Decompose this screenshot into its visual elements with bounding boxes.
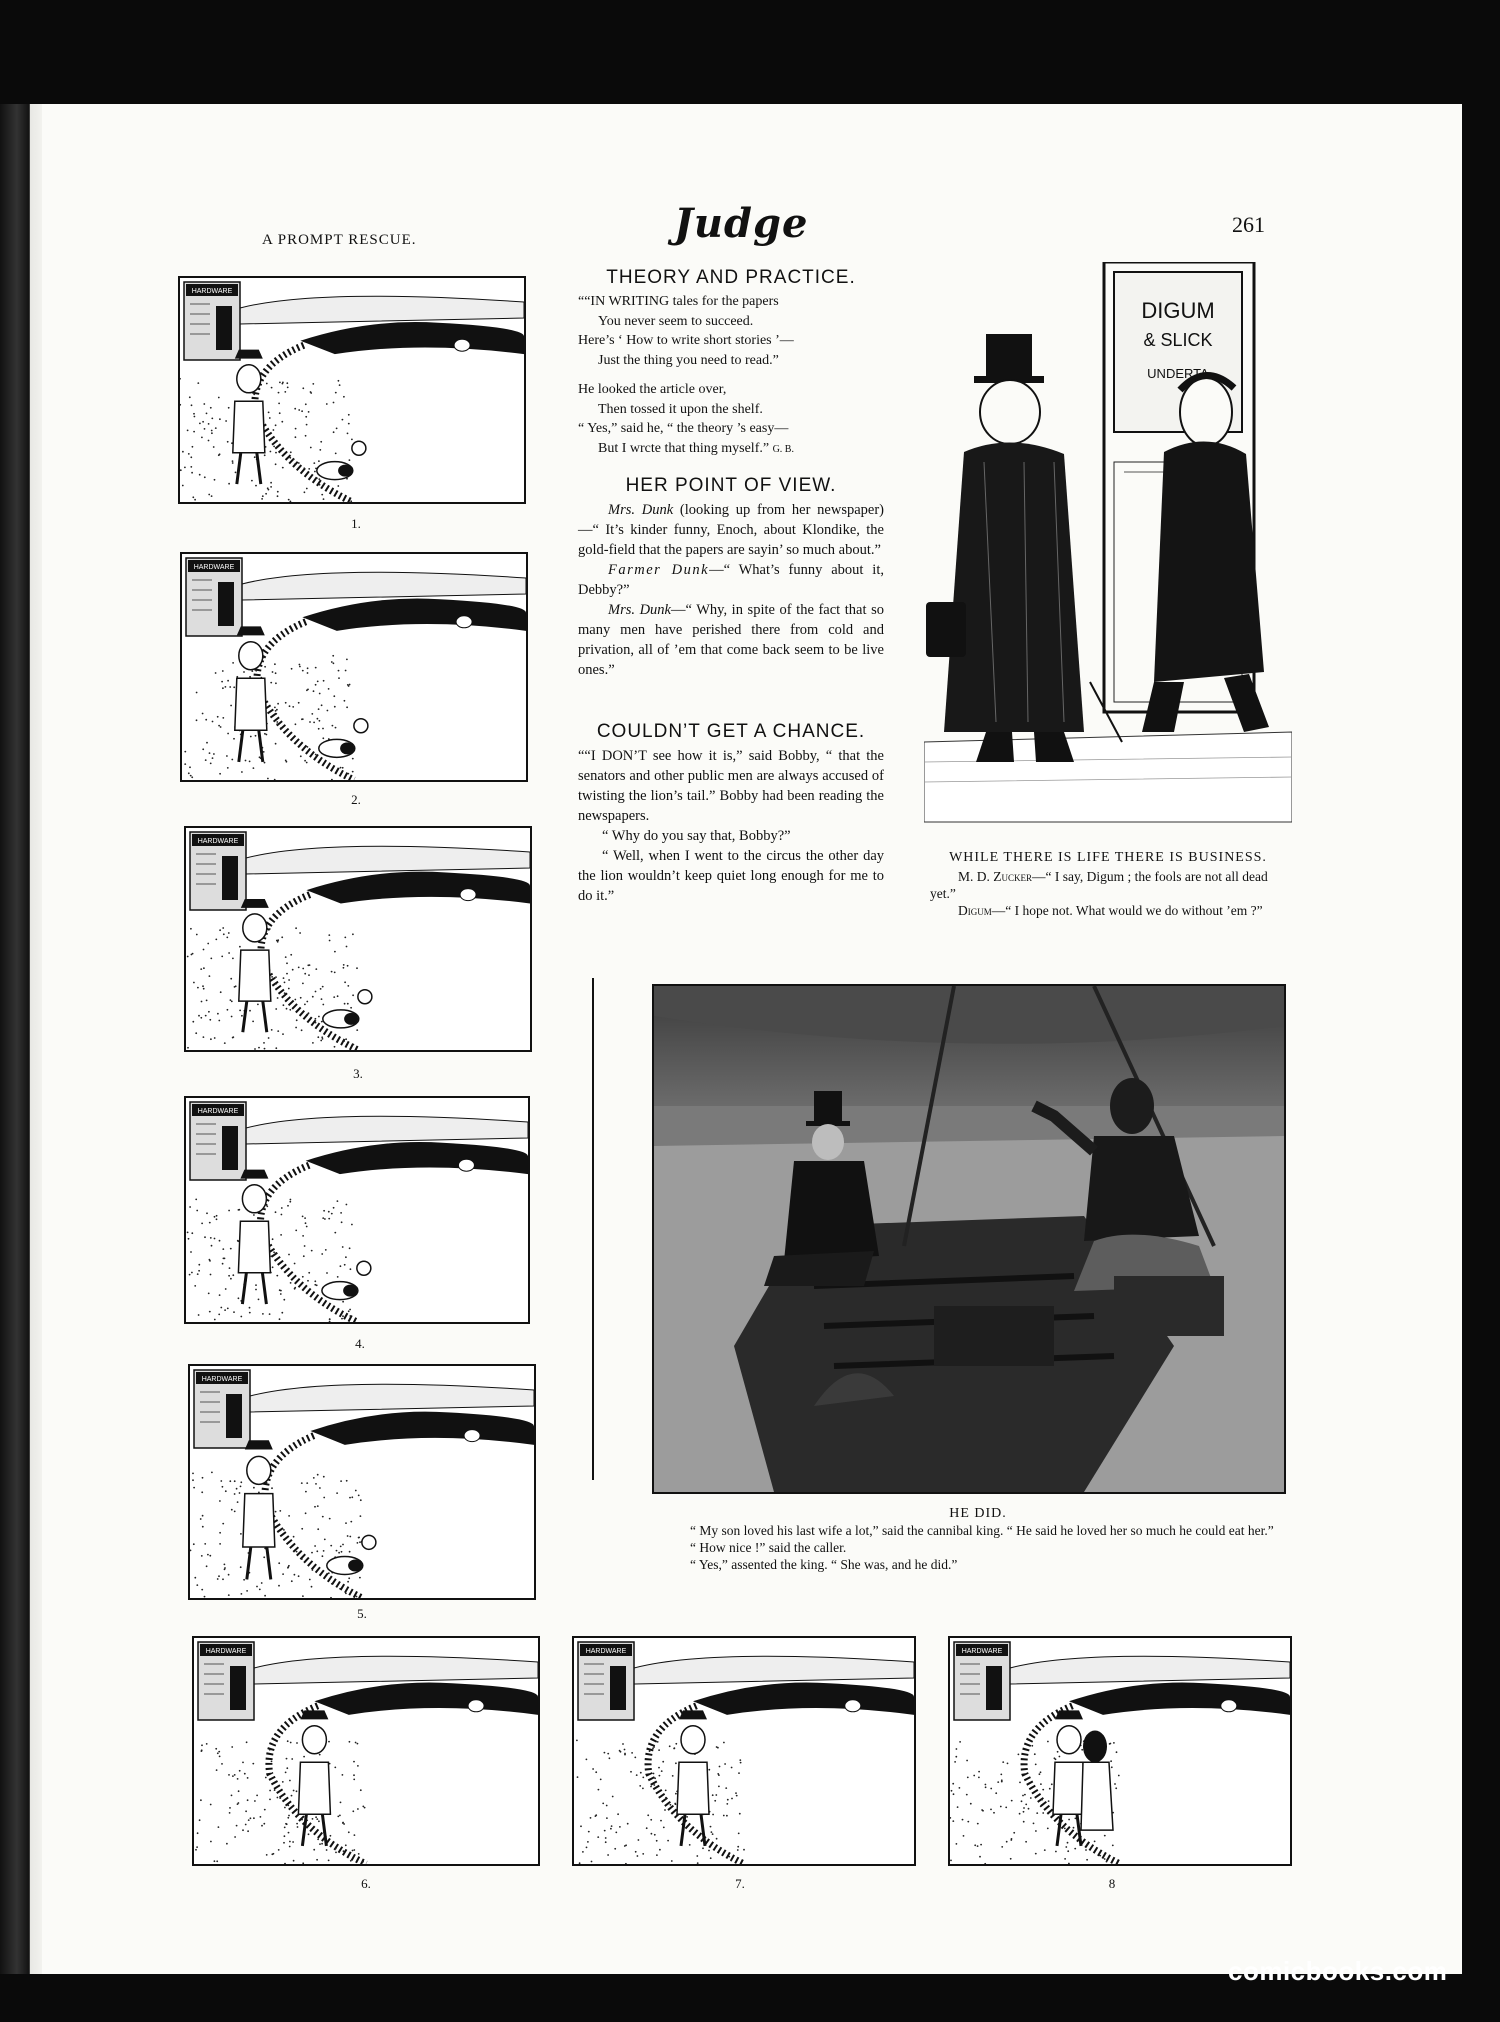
business-line: Digum—“ I hope not. What would we do without ’em ?” bbox=[958, 903, 1263, 918]
page-number: 261 bbox=[1232, 212, 1265, 237]
pov-paragraph: Farmer Dunk—“ What’s funny about it, Debby?” bbox=[578, 562, 884, 598]
poem-line: He looked the article over, bbox=[578, 382, 727, 397]
chance-paragraph: “ Well, when I went to the circus the other day the lion wouldn’t keep quiet long enough for me to do it.” bbox=[578, 848, 884, 904]
poem-line: You never seem to succeed. bbox=[598, 313, 754, 329]
shop-sign: HARDWARE bbox=[205, 1648, 247, 1655]
theory-poem bbox=[578, 292, 884, 459]
poem-signature: G. B. bbox=[772, 443, 794, 455]
panel-number: 4. bbox=[355, 1336, 365, 1351]
pov-paragraph: Mrs. Dunk (looking up from her newspaper)—“ It’s kinder funny, Enoch, about Klondike, the gold-field that the papers are sayin’ so much about.” bbox=[578, 502, 885, 558]
sign-line-2: & SLICK bbox=[1143, 330, 1213, 350]
cannibal-illustration bbox=[652, 984, 1286, 1494]
masthead-logo: Judge bbox=[674, 200, 809, 247]
poem-line: “ Yes,” said he, “ the theory ’s easy— bbox=[578, 421, 789, 436]
watermark: comicbooks.com bbox=[1228, 1956, 1448, 1986]
column-rule bbox=[592, 978, 594, 1480]
panel-number: 1. bbox=[351, 516, 361, 531]
comic-panel bbox=[180, 552, 528, 782]
panel-number: 5. bbox=[357, 1606, 367, 1621]
business-line: M. D. Zucker—“ I say, Digum ; the fools are not all dead yet.” bbox=[930, 869, 1268, 901]
poem-line: Here’s ‘ How to write short stories ’— bbox=[578, 333, 794, 348]
comic-panel bbox=[948, 1636, 1292, 1866]
shop-sign: HARDWARE bbox=[961, 1648, 1003, 1655]
poem-line: ““IN WRITING tales for the papers bbox=[578, 294, 779, 309]
theory-and-practice bbox=[578, 268, 884, 459]
panel-number: 6. bbox=[361, 1876, 371, 1891]
shop-sign: HARDWARE bbox=[197, 838, 239, 845]
he-did-line: “ My son loved his last wife a lot,” said the cannibal king. “ He said he loved her so much he could eat her.” bbox=[690, 1523, 1274, 1538]
pov-heading: HER POINT OF VIEW. bbox=[625, 475, 837, 496]
page-binding bbox=[0, 104, 42, 1974]
chance-paragraph: ““I DON’T see how it is,” said Bobby, “ that the senators and other public men are always accused of twisting the lion’s tail.” Bobby had been reading the newspapers. bbox=[578, 748, 884, 824]
panel-number: 7. bbox=[735, 1876, 745, 1891]
shop-sign: HARDWARE bbox=[585, 1648, 627, 1655]
business-title: WHILE THERE IS LIFE THERE IS BUSINESS. bbox=[949, 850, 1267, 865]
comic-panel bbox=[192, 1636, 540, 1866]
business-caption bbox=[930, 850, 1286, 919]
shop-sign: HARDWARE bbox=[193, 564, 235, 571]
comic-title: A PROMPT RESCUE. bbox=[262, 232, 417, 248]
panel-number: 2. bbox=[351, 792, 361, 807]
her-point-of-view bbox=[578, 476, 884, 680]
shop-sign: HARDWARE bbox=[201, 1376, 243, 1383]
sign-line-1: DIGUM bbox=[1141, 298, 1215, 323]
he-did-title: HE DID. bbox=[949, 1506, 1007, 1521]
comic-panel bbox=[184, 826, 532, 1052]
poem-line: Then tossed it upon the shelf. bbox=[598, 401, 763, 417]
theory-heading: THEORY AND PRACTICE. bbox=[606, 267, 856, 288]
he-did-line: “ Yes,” assented the king. “ She was, and he did.” bbox=[690, 1557, 958, 1572]
comic-panel bbox=[184, 1096, 530, 1324]
shop-sign: HARDWARE bbox=[191, 288, 233, 295]
comic-panel bbox=[178, 276, 526, 504]
chance-paragraph: “ Why do you say that, Bobby?” bbox=[602, 828, 791, 844]
poem-line: Just the thing you need to read.” bbox=[598, 352, 779, 368]
undertakers-illustration bbox=[924, 262, 1292, 824]
comic-panel bbox=[188, 1364, 536, 1600]
shop-sign: HARDWARE bbox=[197, 1108, 239, 1115]
poem-line: But I wrcte that thing myself.” bbox=[598, 440, 770, 456]
he-did-caption bbox=[660, 1506, 1296, 1573]
chance-heading: COULDN’T GET A CHANCE. bbox=[596, 721, 866, 742]
couldnt-get-a-chance bbox=[578, 722, 884, 906]
sign-line-3: UNDERTA bbox=[1147, 366, 1209, 381]
he-did-line: “ How nice !” said the caller. bbox=[690, 1540, 847, 1555]
pov-paragraph: Mrs. Dunk—“ Why, in spite of the fact that so many men have perished there from cold and privation, all of ’em that come back seem to be live ones.” bbox=[578, 602, 884, 678]
panel-number: 8 bbox=[1108, 1876, 1116, 1891]
comic-panel bbox=[572, 1636, 916, 1866]
panel-number: 3. bbox=[353, 1066, 363, 1081]
